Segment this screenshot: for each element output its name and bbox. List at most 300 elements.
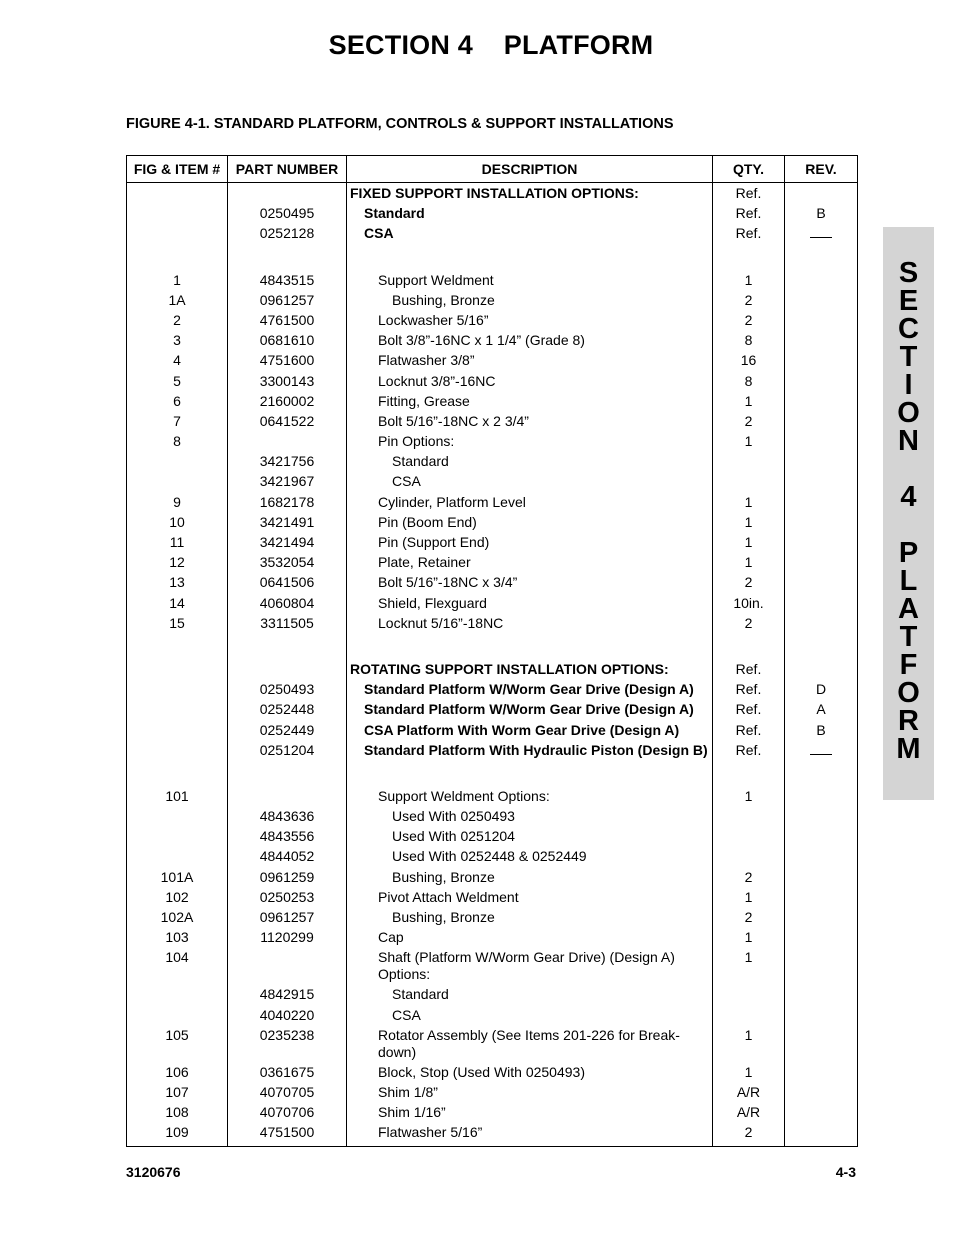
- table-cell: [127, 246, 228, 272]
- qty-cell: 1: [713, 949, 785, 986]
- table-row: [127, 615, 858, 635]
- part-number-cell: 0252448: [228, 701, 347, 721]
- section-title: SECTION 4 PLATFORM: [328, 30, 654, 60]
- table-row: [127, 225, 858, 245]
- page-number: 4-3: [835, 1164, 856, 1180]
- part-number-cell: 3421491: [228, 514, 347, 534]
- qty-cell: 1: [713, 534, 785, 554]
- rev-cell: B: [785, 722, 858, 742]
- table-cell: [347, 762, 713, 788]
- qty-cell: 16: [713, 352, 785, 372]
- description-cell: Used With 0251204: [347, 828, 713, 848]
- fig-item-cell: 10: [127, 514, 228, 534]
- side-tab-letter: L: [899, 565, 918, 597]
- description-cell: Standard Platform With Hydraulic Piston (Design B): [347, 742, 713, 762]
- side-tab-letter: E: [898, 285, 919, 317]
- qty-cell: Ref.: [713, 742, 785, 762]
- qty-cell: [713, 828, 785, 848]
- table-row: [127, 183, 858, 206]
- description-cell: Used With 0252448 & 0252449: [347, 848, 713, 868]
- qty-cell: [713, 453, 785, 473]
- table-row: [127, 292, 858, 312]
- part-number-cell: 4070706: [228, 1104, 347, 1124]
- fig-item-cell: [127, 742, 228, 762]
- table-row: [127, 869, 858, 889]
- qty-cell: Ref.: [713, 681, 785, 701]
- qty-cell: Ref.: [713, 722, 785, 742]
- qty-cell: A/R: [713, 1084, 785, 1104]
- table-cell: [785, 246, 858, 272]
- rev-cell: [785, 889, 858, 909]
- rev-cell: [785, 828, 858, 848]
- table-row: [127, 554, 858, 574]
- part-number-cell: 0681610: [228, 332, 347, 352]
- fig-item-cell: [127, 828, 228, 848]
- fig-item-cell: 105: [127, 1027, 228, 1064]
- description-cell: CSA: [347, 225, 713, 245]
- description-cell: Support Weldment: [347, 272, 713, 292]
- qty-cell: 1: [713, 494, 785, 514]
- table-cell: [713, 246, 785, 272]
- table-cell: [785, 762, 858, 788]
- description-cell: Pin Options:: [347, 433, 713, 453]
- table-row: [127, 473, 858, 493]
- qty-cell: 1: [713, 554, 785, 574]
- side-tab-letter: M: [896, 733, 921, 765]
- part-number-cell: [228, 949, 347, 986]
- part-number-cell: 4751600: [228, 352, 347, 372]
- qty-cell: 1: [713, 929, 785, 949]
- rev-cell: [785, 949, 858, 986]
- table-cell: [347, 635, 713, 661]
- rev-cell: [785, 183, 858, 206]
- qty-cell: Ref.: [713, 183, 785, 206]
- rev-cell: [785, 514, 858, 534]
- qty-cell: 2: [713, 292, 785, 312]
- fig-item-cell: 101: [127, 788, 228, 808]
- fig-item-cell: 106: [127, 1064, 228, 1084]
- description-cell: Plate, Retainer: [347, 554, 713, 574]
- description-cell: Locknut 5/16”-18NC: [347, 615, 713, 635]
- part-number-cell: 0235238: [228, 1027, 347, 1064]
- rev-cell: [785, 615, 858, 635]
- rev-cell: B: [785, 205, 858, 225]
- rev-cell: [785, 788, 858, 808]
- header-fig-item: FIG & ITEM #: [127, 156, 228, 183]
- qty-cell: 1: [713, 514, 785, 534]
- parts-table-body: [127, 183, 858, 1147]
- rev-cell: [785, 352, 858, 372]
- rev-cell: [785, 1064, 858, 1084]
- rev-cell: A: [785, 701, 858, 721]
- fig-item-cell: 11: [127, 534, 228, 554]
- description-cell: CSA: [347, 473, 713, 493]
- rev-cell: [785, 473, 858, 493]
- fig-item-cell: 108: [127, 1104, 228, 1124]
- part-number-cell: 3532054: [228, 554, 347, 574]
- table-row: [127, 909, 858, 929]
- table-row: [127, 453, 858, 473]
- rev-blank-line: [810, 744, 832, 755]
- part-number-cell: 3421967: [228, 473, 347, 493]
- side-tab-letter: [883, 511, 934, 539]
- description-cell: Standard: [347, 453, 713, 473]
- table-row: [127, 272, 858, 292]
- table-row: [127, 986, 858, 1006]
- part-number-cell: 0250495: [228, 205, 347, 225]
- fig-item-cell: 7: [127, 413, 228, 433]
- part-number-cell: 0641506: [228, 574, 347, 594]
- part-number-cell: [228, 788, 347, 808]
- table-cell: [713, 762, 785, 788]
- fig-item-cell: [127, 225, 228, 245]
- part-number-cell: 0250253: [228, 889, 347, 909]
- qty-cell: [713, 848, 785, 868]
- table-row: [127, 534, 858, 554]
- fig-item-cell: 107: [127, 1084, 228, 1104]
- fig-item-cell: 1: [127, 272, 228, 292]
- rev-cell: [785, 534, 858, 554]
- rev-cell: [785, 413, 858, 433]
- rev-cell: [785, 1007, 858, 1027]
- description-cell: Support Weldment Options:: [347, 788, 713, 808]
- description-cell: Cylinder, Platform Level: [347, 494, 713, 514]
- rev-cell: [785, 661, 858, 681]
- fig-item-cell: 104: [127, 949, 228, 986]
- qty-cell: 2: [713, 312, 785, 332]
- rev-cell: [785, 1027, 858, 1064]
- fig-item-cell: [127, 205, 228, 225]
- document-number: 3120676: [126, 1164, 181, 1180]
- table-row: [127, 661, 858, 681]
- table-row: [127, 949, 858, 986]
- table-row: [127, 332, 858, 352]
- part-number-cell: 4040220: [228, 1007, 347, 1027]
- table-spacer-row: [127, 635, 858, 661]
- section-side-tab: [883, 227, 934, 800]
- part-number-cell: 1682178: [228, 494, 347, 514]
- fig-item-cell: 14: [127, 595, 228, 615]
- qty-cell: A/R: [713, 1104, 785, 1124]
- description-cell: Standard: [347, 986, 713, 1006]
- table-row: [127, 1084, 858, 1104]
- fig-item-cell: [127, 701, 228, 721]
- header-description: DESCRIPTION: [347, 156, 713, 183]
- table-row: [127, 574, 858, 594]
- table-row: [127, 1007, 858, 1027]
- description-cell: CSA: [347, 1007, 713, 1027]
- side-tab-letter: [883, 455, 934, 483]
- fig-item-cell: 9: [127, 494, 228, 514]
- part-number-cell: 4070705: [228, 1084, 347, 1104]
- rev-cell: [785, 373, 858, 393]
- description-cell: Bushing, Bronze: [347, 909, 713, 929]
- description-cell: Block, Stop (Used With 0250493): [347, 1064, 713, 1084]
- part-number-cell: 0250493: [228, 681, 347, 701]
- part-number-cell: 4842915: [228, 986, 347, 1006]
- fig-item-cell: [127, 808, 228, 828]
- table-row: [127, 494, 858, 514]
- qty-cell: Ref.: [713, 661, 785, 681]
- table-row: [127, 312, 858, 332]
- description-cell: Cap: [347, 929, 713, 949]
- fig-item-cell: 103: [127, 929, 228, 949]
- side-tab-letter: T: [899, 341, 918, 373]
- header-part-number: PART NUMBER: [228, 156, 347, 183]
- table-row: [127, 889, 858, 909]
- part-number-cell: 3300143: [228, 373, 347, 393]
- figure-title: FIGURE 4-1. STANDARD PLATFORM, CONTROLS & SUPPORT INSTALLATIONS: [126, 116, 674, 132]
- qty-cell: 2: [713, 869, 785, 889]
- qty-cell: [713, 473, 785, 493]
- side-tab-letter: I: [904, 369, 913, 401]
- part-number-cell: 4844052: [228, 848, 347, 868]
- fig-item-cell: 102A: [127, 909, 228, 929]
- fig-item-cell: 15: [127, 615, 228, 635]
- table-cell: [127, 635, 228, 661]
- side-tab-letter: A: [898, 593, 919, 625]
- qty-cell: 2: [713, 413, 785, 433]
- part-number-cell: 4843515: [228, 272, 347, 292]
- side-tab-letter: O: [897, 397, 920, 429]
- header-qty: QTY.: [713, 156, 785, 183]
- rev-cell: D: [785, 681, 858, 701]
- description-cell: Bushing, Bronze: [347, 292, 713, 312]
- qty-cell: 2: [713, 574, 785, 594]
- fig-item-cell: 12: [127, 554, 228, 574]
- rev-cell: [785, 574, 858, 594]
- description-cell: Shield, Flexguard: [347, 595, 713, 615]
- description-cell: Rotator Assembly (See Items 201-226 for Break-down): [347, 1027, 713, 1064]
- fig-item-cell: [127, 722, 228, 742]
- rev-cell: [785, 225, 858, 245]
- rev-blank-line: [810, 227, 832, 238]
- qty-cell: Ref.: [713, 205, 785, 225]
- fig-item-cell: [127, 986, 228, 1006]
- description-cell: Pin (Support End): [347, 534, 713, 554]
- description-cell: Standard Platform W/Worm Gear Drive (Design A): [347, 681, 713, 701]
- qty-cell: 2: [713, 909, 785, 929]
- rev-cell: [785, 494, 858, 514]
- part-number-cell: 3421494: [228, 534, 347, 554]
- part-number-cell: 0641522: [228, 413, 347, 433]
- rev-cell: [785, 929, 858, 949]
- part-number-cell: 3421756: [228, 453, 347, 473]
- description-cell: Bolt 5/16”-18NC x 2 3/4”: [347, 413, 713, 433]
- part-number-cell: 0961257: [228, 909, 347, 929]
- side-tab-letter: P: [898, 537, 919, 569]
- table-cell: [228, 246, 347, 272]
- qty-cell: 1: [713, 889, 785, 909]
- fig-item-cell: [127, 661, 228, 681]
- qty-cell: 1: [713, 1064, 785, 1084]
- side-tab-letter: T: [899, 621, 918, 653]
- table-row: [127, 742, 858, 762]
- table-row: [127, 701, 858, 721]
- qty-cell: 1: [713, 788, 785, 808]
- qty-cell: 1: [713, 272, 785, 292]
- rev-cell: [785, 393, 858, 413]
- table-row: [127, 681, 858, 701]
- table-row: [127, 1124, 858, 1146]
- rev-cell: [785, 848, 858, 868]
- description-cell: Used With 0250493: [347, 808, 713, 828]
- table-cell: [713, 635, 785, 661]
- part-number-cell: 3311505: [228, 615, 347, 635]
- rev-cell: [785, 1104, 858, 1124]
- fig-item-cell: [127, 183, 228, 206]
- part-number-cell: [228, 433, 347, 453]
- part-number-cell: 0961257: [228, 292, 347, 312]
- header-rev: REV.: [785, 156, 858, 183]
- part-number-cell: 4751500: [228, 1124, 347, 1146]
- rev-cell: [785, 986, 858, 1006]
- part-number-cell: 1120299: [228, 929, 347, 949]
- part-number-cell: 0361675: [228, 1064, 347, 1084]
- fig-item-cell: [127, 453, 228, 473]
- description-cell: Standard Platform W/Worm Gear Drive (Design A): [347, 701, 713, 721]
- rev-cell: [785, 1124, 858, 1146]
- part-number-cell: 4843556: [228, 828, 347, 848]
- part-number-cell: [228, 661, 347, 681]
- table-cell: [347, 246, 713, 272]
- description-cell: ROTATING SUPPORT INSTALLATION OPTIONS:: [347, 661, 713, 681]
- side-tab-letter: R: [898, 705, 919, 737]
- rev-cell: [785, 292, 858, 312]
- description-cell: Bushing, Bronze: [347, 869, 713, 889]
- table-row: [127, 433, 858, 453]
- side-tab-letter: S: [898, 257, 919, 289]
- qty-cell: [713, 986, 785, 1006]
- table-row: [127, 1104, 858, 1124]
- table-row: [127, 373, 858, 393]
- description-cell: Locknut 3/8”-16NC: [347, 373, 713, 393]
- table-row: [127, 1064, 858, 1084]
- table-header-row: [127, 156, 858, 183]
- table-cell: [785, 635, 858, 661]
- qty-cell: Ref.: [713, 225, 785, 245]
- qty-cell: 2: [713, 1124, 785, 1146]
- rev-cell: [785, 742, 858, 762]
- table-row: [127, 205, 858, 225]
- qty-cell: 8: [713, 373, 785, 393]
- rev-cell: [785, 332, 858, 352]
- qty-cell: 10in.: [713, 595, 785, 615]
- table-row: [127, 848, 858, 868]
- part-number-cell: 0252128: [228, 225, 347, 245]
- part-number-cell: 0252449: [228, 722, 347, 742]
- fig-item-cell: 8: [127, 433, 228, 453]
- table-row: [127, 788, 858, 808]
- description-cell: Fitting, Grease: [347, 393, 713, 413]
- rev-cell: [785, 433, 858, 453]
- description-cell: Shim 1/16”: [347, 1104, 713, 1124]
- part-number-cell: 4843636: [228, 808, 347, 828]
- side-tab-letter: F: [899, 649, 918, 681]
- table-cell: [228, 635, 347, 661]
- description-cell: Flatwasher 5/16”: [347, 1124, 713, 1146]
- table-row: [127, 929, 858, 949]
- qty-cell: 8: [713, 332, 785, 352]
- rev-cell: [785, 453, 858, 473]
- parts-table: [126, 155, 858, 1147]
- rev-cell: [785, 869, 858, 889]
- table-row: [127, 514, 858, 534]
- fig-item-cell: 1A: [127, 292, 228, 312]
- part-number-cell: 4761500: [228, 312, 347, 332]
- fig-item-cell: [127, 1007, 228, 1027]
- part-number-cell: 2160002: [228, 393, 347, 413]
- part-number-cell: 4060804: [228, 595, 347, 615]
- side-tab-letter: 4: [900, 481, 917, 513]
- part-number-cell: [228, 183, 347, 206]
- qty-cell: [713, 808, 785, 828]
- fig-item-cell: 101A: [127, 869, 228, 889]
- fig-item-cell: 6: [127, 393, 228, 413]
- table-row: [127, 828, 858, 848]
- qty-cell: Ref.: [713, 701, 785, 721]
- description-cell: Bolt 3/8”-16NC x 1 1/4” (Grade 8): [347, 332, 713, 352]
- side-tab-letter: O: [897, 677, 920, 709]
- table-row: [127, 722, 858, 742]
- qty-cell: 1: [713, 393, 785, 413]
- fig-item-cell: [127, 473, 228, 493]
- rev-cell: [785, 909, 858, 929]
- table-cell: [127, 762, 228, 788]
- table-row: [127, 352, 858, 372]
- qty-cell: [713, 1007, 785, 1027]
- description-cell: FIXED SUPPORT INSTALLATION OPTIONS:: [347, 183, 713, 206]
- table-cell: [228, 762, 347, 788]
- fig-item-cell: 5: [127, 373, 228, 393]
- table-row: [127, 413, 858, 433]
- description-cell: Bolt 5/16”-18NC x 3/4”: [347, 574, 713, 594]
- fig-item-cell: 2: [127, 312, 228, 332]
- rev-cell: [785, 312, 858, 332]
- part-number-cell: 0251204: [228, 742, 347, 762]
- description-cell: Shim 1/8”: [347, 1084, 713, 1104]
- table-spacer-row: [127, 246, 858, 272]
- side-tab-letter: C: [898, 313, 919, 345]
- qty-cell: 1: [713, 433, 785, 453]
- rev-cell: [785, 595, 858, 615]
- rev-cell: [785, 554, 858, 574]
- table-row: [127, 393, 858, 413]
- side-tab-label: [883, 259, 934, 763]
- fig-item-cell: 3: [127, 332, 228, 352]
- side-tab-letter: N: [898, 425, 919, 457]
- table-row: [127, 808, 858, 828]
- fig-item-cell: 13: [127, 574, 228, 594]
- table-spacer-row: [127, 762, 858, 788]
- qty-cell: 1: [713, 1027, 785, 1064]
- description-cell: Pin (Boom End): [347, 514, 713, 534]
- description-cell: Lockwasher 5/16”: [347, 312, 713, 332]
- rev-cell: [785, 1084, 858, 1104]
- description-cell: Flatwasher 3/8”: [347, 352, 713, 372]
- fig-item-cell: 102: [127, 889, 228, 909]
- fig-item-cell: [127, 681, 228, 701]
- description-cell: Standard: [347, 205, 713, 225]
- qty-cell: 2: [713, 615, 785, 635]
- description-cell: Pivot Attach Weldment: [347, 889, 713, 909]
- description-cell: Shaft (Platform W/Worm Gear Drive) (Design A) Options:: [347, 949, 713, 986]
- fig-item-cell: 109: [127, 1124, 228, 1146]
- fig-item-cell: 4: [127, 352, 228, 372]
- fig-item-cell: [127, 848, 228, 868]
- rev-cell: [785, 272, 858, 292]
- description-cell: CSA Platform With Worm Gear Drive (Design A): [347, 722, 713, 742]
